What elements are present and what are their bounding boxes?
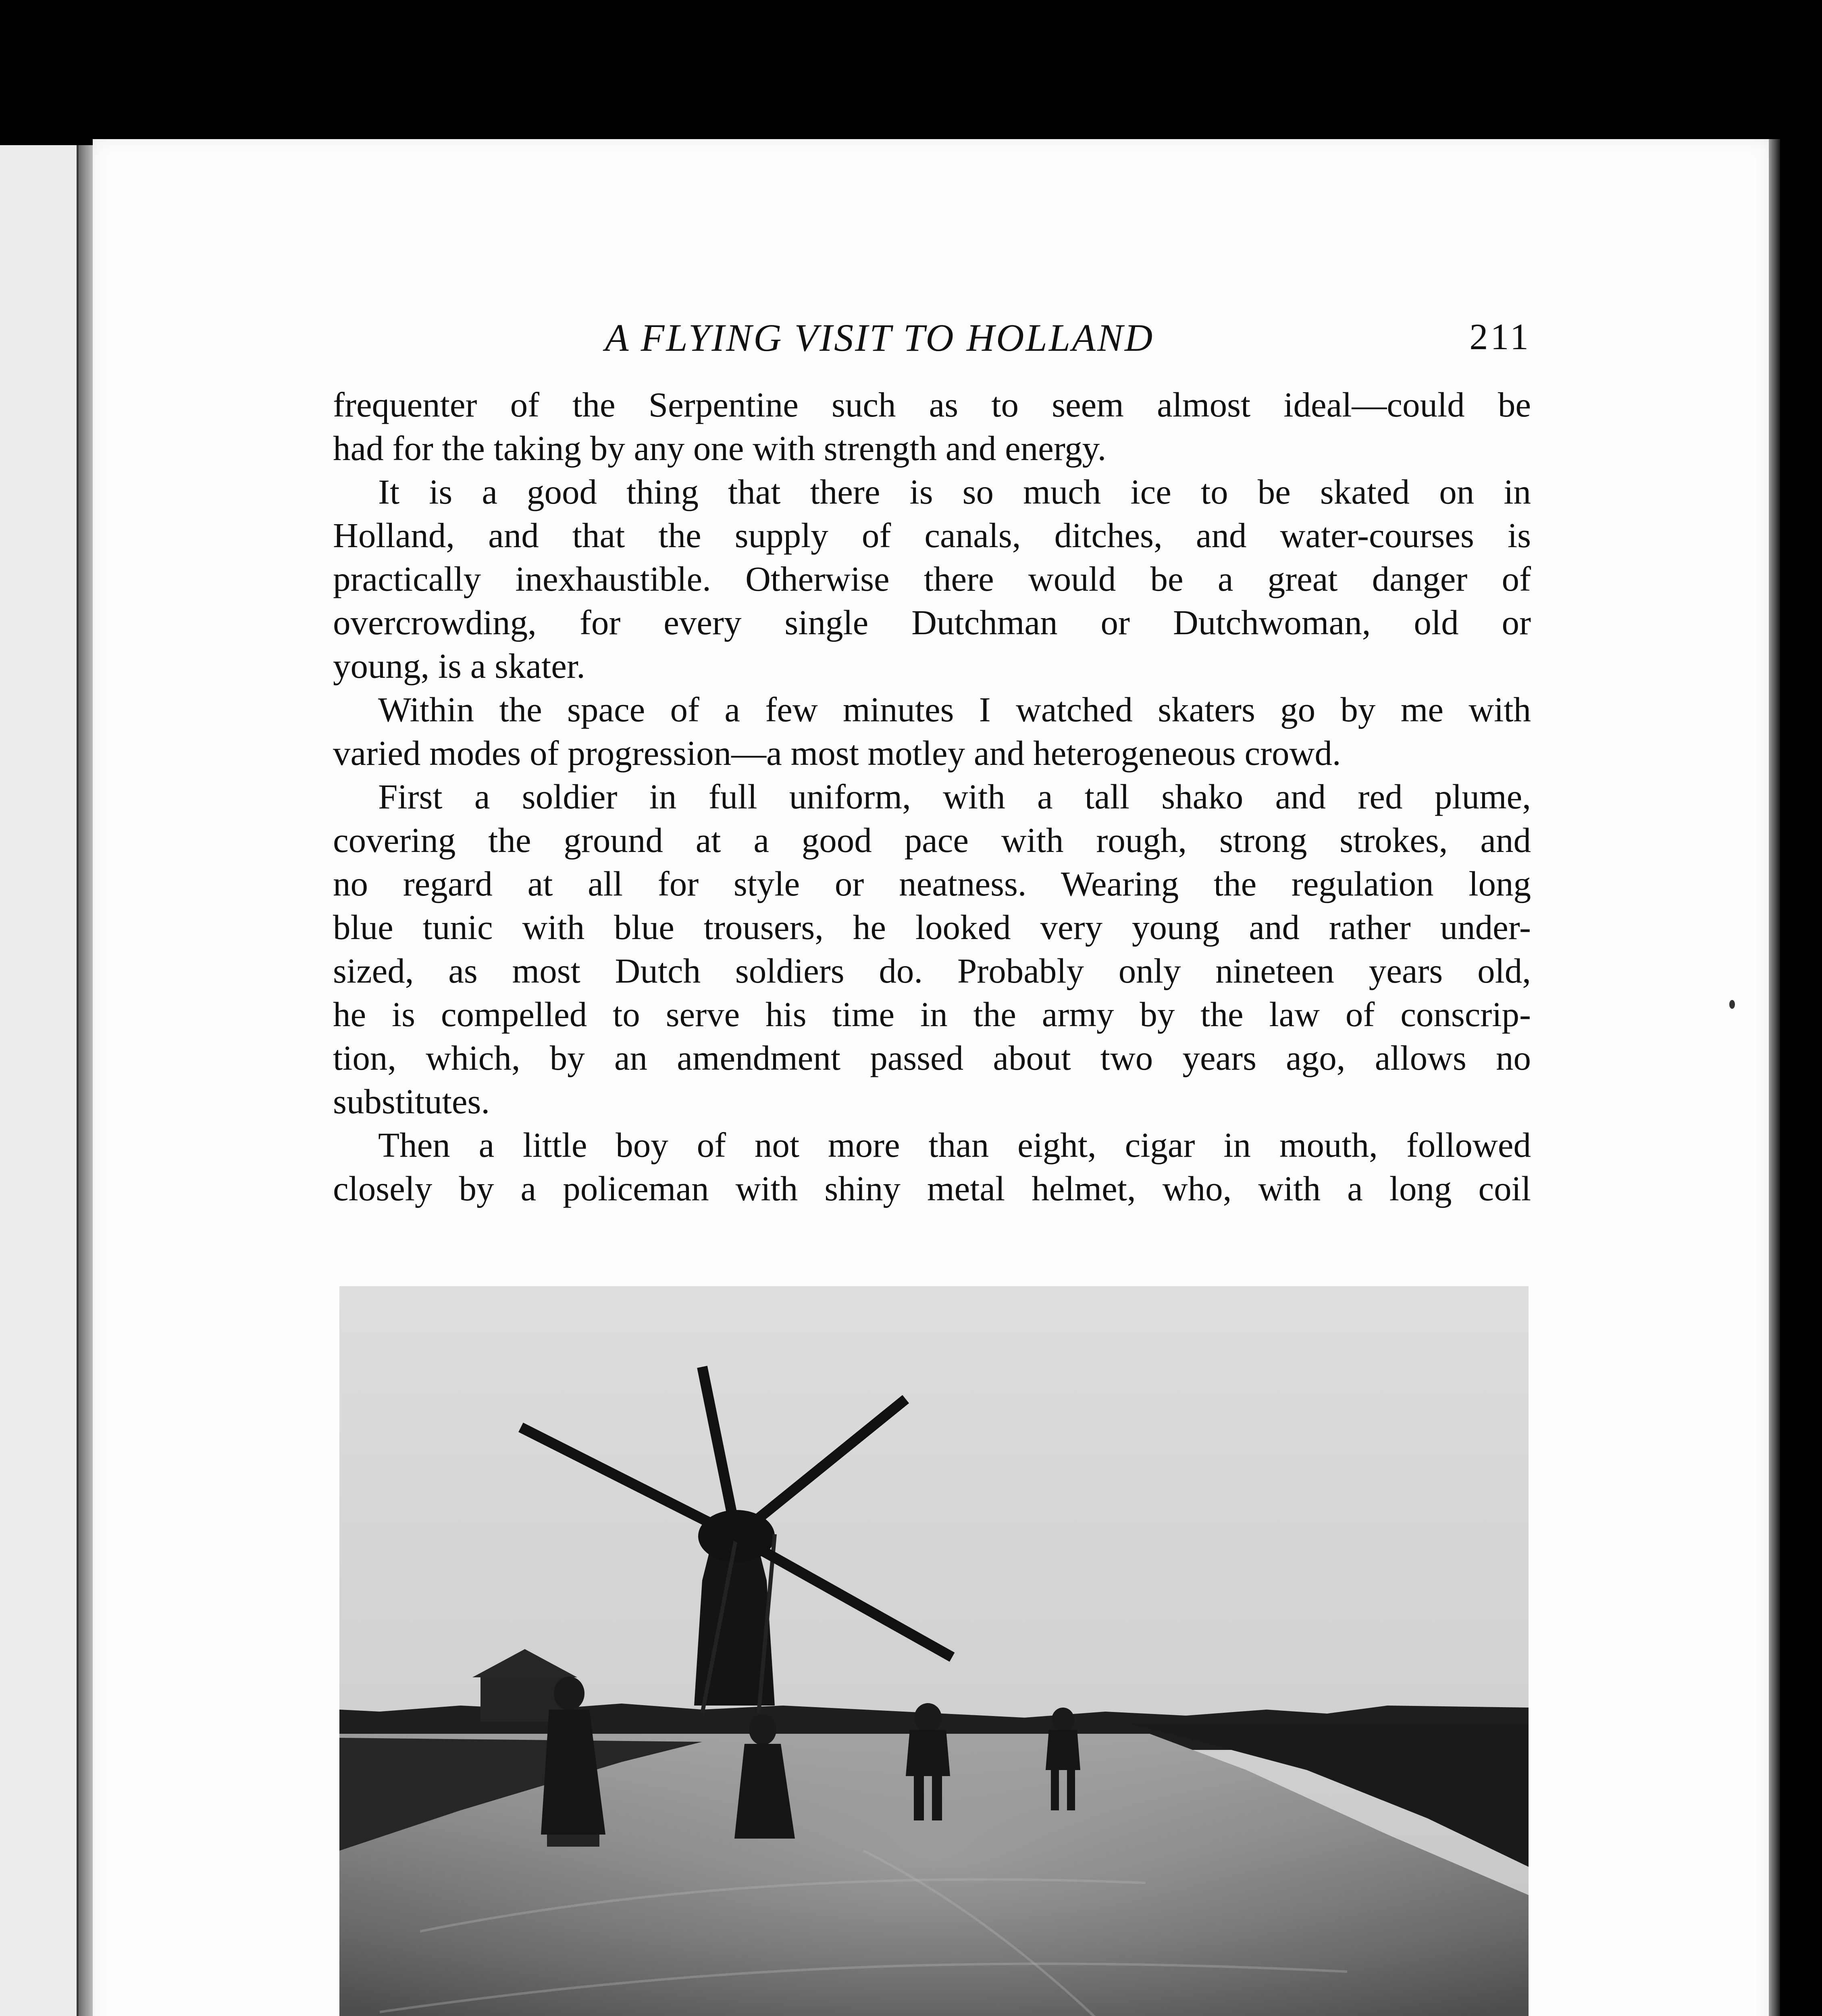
text-line: substitutes. [333, 1082, 490, 1121]
facing-page-edge [0, 145, 81, 2016]
text-line: varied modes of progression—a most motley and heterogeneous crowd. [333, 733, 1341, 773]
text-line: Then a little boy of not more than eight, cigar in mouth, followed [378, 1125, 1531, 1164]
running-head: A FLYING VISIT TO HOLLAND [605, 316, 1154, 359]
body-text-top [333, 383, 1531, 1210]
page-header [333, 315, 1531, 360]
page-number: 211 [1469, 316, 1531, 357]
text-line: First a soldier in full uniform, with a tall shako and red plume, [378, 777, 1531, 816]
text-line: tion, which, by an amendment passed about two years ago, allows no [333, 1038, 1531, 1077]
photo-plate [339, 1286, 1529, 2016]
text-line: no regard at all for style or neatness. Wearing the regulation long [333, 864, 1531, 903]
text-line: It is a good thing that there is so much ice to be skated on in [378, 472, 1531, 511]
text-line: had for the taking by any one with strength and energy. [333, 429, 1107, 468]
text-line: practically inexhaustible. Otherwise there would be a great danger of [333, 559, 1531, 598]
text-line: blue tunic with blue trousers, he looked very young and rather under- [333, 908, 1531, 947]
text-line: young, is a skater. [333, 646, 585, 685]
text-line: overcrowding, for every single Dutchman or Dutchwoman, old or [333, 603, 1531, 642]
gutter-shadow [79, 145, 95, 2016]
text-line: he is compelled to serve his time in the army by the law of conscrip- [333, 995, 1531, 1034]
windmill-skating-photo [339, 1286, 1529, 2016]
text-line: closely by a policeman with shiny metal helmet, who, with a long coil [333, 1169, 1531, 1208]
text-line: sized, as most Dutch soldiers do. Probably only nineteen years old, [333, 951, 1531, 990]
text-line: frequenter of the Serpentine such as to seem almost ideal—could be [333, 385, 1531, 424]
text-line: covering the ground at a good pace with rough, strong strokes, and [333, 821, 1531, 860]
text-line: Holland, and that the supply of canals, ditches, and water-courses is [333, 516, 1531, 555]
page-right-edge [1769, 139, 1780, 2016]
text-line: Within the space of a few minutes I watched skaters go by me with [378, 690, 1531, 729]
scan-speck [1729, 1000, 1735, 1009]
